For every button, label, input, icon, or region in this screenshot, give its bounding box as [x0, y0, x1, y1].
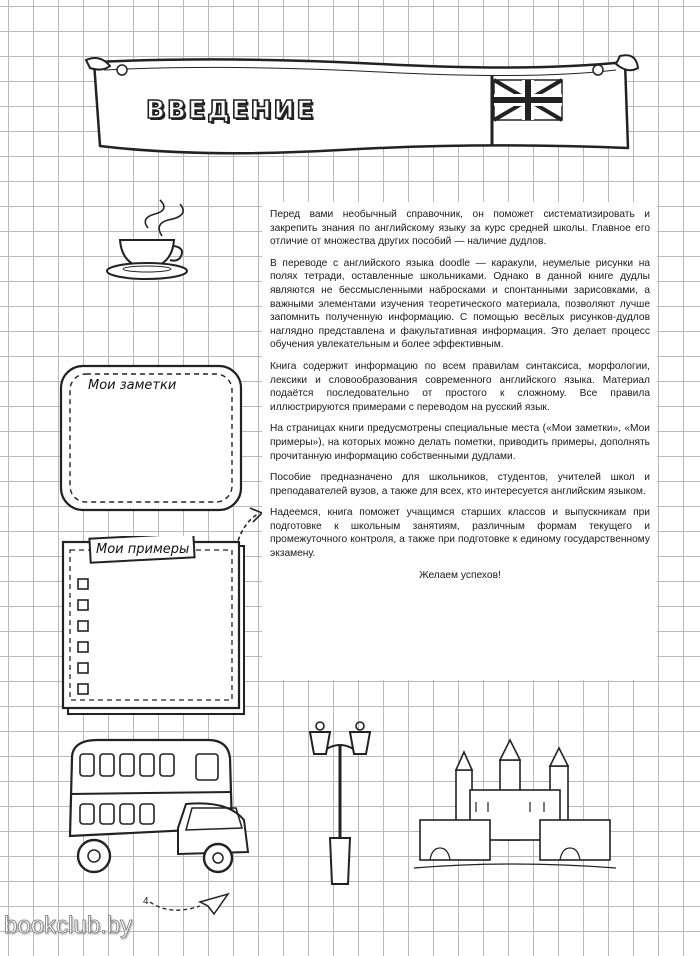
paragraph: Пособие предназначено для школьников, студентов, учителей школ и преподавателей вузов, а также для всех, кто интересуется английским языком. — [270, 472, 650, 497]
examples-card[interactable] — [60, 536, 250, 718]
street-lamp-icon — [300, 714, 380, 890]
paragraph: Перед вами необычный справочник, он поможет систематизировать и закрепить знания по английскому языку за курс средней школы. Главное его отличие от множества других пособий — наличие дудлов. — [270, 209, 650, 248]
uk-flag-icon — [486, 70, 568, 150]
intro-text — [270, 208, 650, 590]
paragraph: На страницах книги предусмотрены специальные места («Мои заметки», «Мои примеры»), на которых можно делать пометки, приводить примеры, дополнять прочитанную информацию собственными дудлами. — [270, 423, 650, 462]
notes-label: Мои заметки — [88, 378, 177, 393]
watermark: bookclub.by — [4, 912, 133, 939]
tower-of-london-icon — [410, 730, 620, 880]
page-number: 4 — [143, 896, 149, 907]
teacup-icon — [100, 196, 190, 286]
bus-icon — [58, 732, 258, 882]
paragraph: В переводе с английского языка doodle — каракули, неумелые рисунки на полях тетради, оставленные школьниками. Однако в данной книге дудлы являются не бессмысленными набросками и спонтанными зарисовками, а важными элементами изучения теоретического материала, позволяют лучше запомнить полученную информацию. С помощью весёлых рисунков-дудлов наглядно представлена и факультативная информация. Это делает процесс обучения увлекательным и более эффективным. — [270, 257, 650, 351]
paragraph: Надеемся, книга поможет учащимся старших классов и выпускникам при подготовке к школьным занятиям, различным формам текущего и промежуточного контроля, а также при подготовке к единому государственному экзамену. — [270, 507, 650, 560]
closing-wish: Желаем успехов! — [419, 569, 501, 581]
paragraph: Книга содержит информацию по всем правилам синтаксиса, морфологии, лексики и словообразования современного английского языка. Материал подаётся последовательно от простого к сложному. Все правила иллюстрируются примерами с переводом на русский язык. — [270, 360, 650, 413]
page-title: ВВЕДЕНИЕ — [146, 95, 316, 124]
examples-label: Мои примеры — [96, 542, 190, 557]
